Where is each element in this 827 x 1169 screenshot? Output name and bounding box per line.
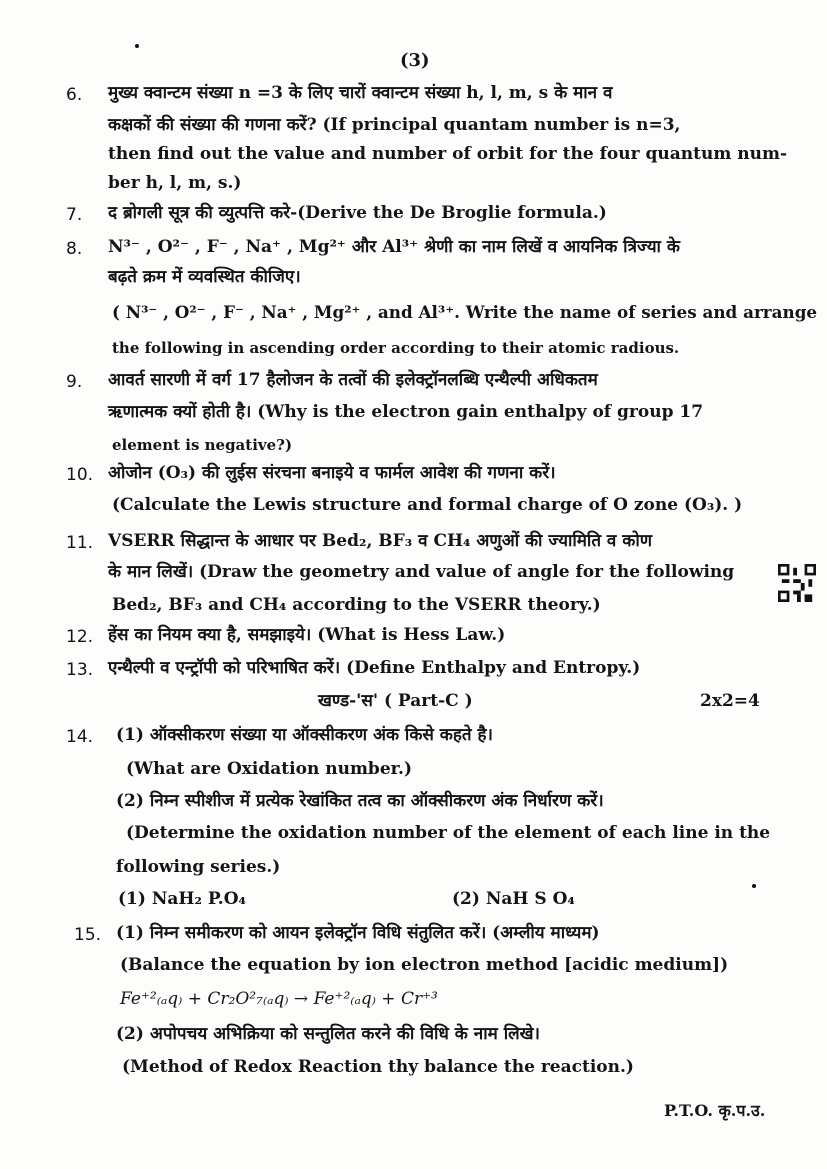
question-line: आवर्त सारणी में वर्ग 17 हैलोजन के तत्वों की इलेक्ट्रॉनलब्धि एन्थैल्पी अधिकतम xyxy=(108,370,598,390)
redox-equation: Fe⁺²₍ₐq₎ + Cr₂O²₇₍ₐq₎ → Fe⁺²₍ₐq₎ + Cr⁺³ xyxy=(120,989,438,1009)
question-line: following series.) xyxy=(116,857,281,877)
question-line: element is negative?) xyxy=(112,436,293,454)
question-number: 7. xyxy=(66,205,83,225)
scan-speck xyxy=(135,44,139,48)
question-number: 13. xyxy=(66,660,94,680)
question-number: 9. xyxy=(66,372,83,392)
question-number: 11. xyxy=(66,533,94,553)
question-number: 6. xyxy=(66,85,83,105)
question-number: 12. xyxy=(66,627,94,647)
question-number: 10. xyxy=(66,465,94,485)
question-line: (2) अपोपचय अभिक्रिया को सन्तुलित करने की विधि के नाम लिखे। xyxy=(116,1024,540,1044)
question-line: ( N³⁻ , O²⁻ , F⁻ , Na⁺ , Mg²⁺ , and Al³⁺. Write the name of series and arrange xyxy=(112,302,818,322)
question-line: के मान लिखें। (Draw the geometry and value of angle for the following xyxy=(108,562,735,582)
question-line: (Balance the equation by ion electron method [acidic medium]) xyxy=(120,955,729,975)
question-line: (Method of Redox Reaction thy balance the reaction.) xyxy=(122,1057,634,1077)
question-line: ऋणात्मक क्यों होती है। (Why is the electron gain enthalpy of group 17 xyxy=(108,402,704,422)
scan-speck xyxy=(752,884,756,888)
page-number: (3) xyxy=(400,50,430,71)
question-line: N³⁻ , O²⁻ , F⁻ , Na⁺ , Mg²⁺ और Al³⁺ श्रेणी का नाम लिखें व आयनिक त्रिज्या के xyxy=(108,237,680,257)
question-line: ber h, l, m, s.) xyxy=(108,173,242,193)
question-line: (1) ऑक्सीकरण संख्या या ऑक्सीकरण अंक किसे कहते है। xyxy=(116,725,493,745)
option-2: (2) NaH S O₄ xyxy=(452,889,575,909)
question-line: हेंस का नियम क्या है, समझाइये। (What is Hess Law.) xyxy=(108,625,506,645)
section-title: खण्ड-'स' ( Part-C ) xyxy=(318,691,473,711)
question-line: (What are Oxidation number.) xyxy=(126,759,412,779)
question-line: (1) निम्न समीकरण को आयन इलेक्ट्रॉन विधि संतुलित करें। (अम्लीय माध्यम) xyxy=(116,923,600,943)
question-line: (Determine the oxidation number of the element of each line in the xyxy=(126,823,771,843)
section-marks: 2x2=4 xyxy=(700,691,760,711)
question-line: बढ़ते क्रम में व्यवस्थित कीजिए। xyxy=(108,267,301,287)
question-number: 8. xyxy=(66,239,83,259)
question-line: ओजोन (O₃) की लुईस संरचना बनाइये व फार्मल आवेश की गणना करें। xyxy=(108,463,556,483)
question-line: the following in ascending order according to their atomic radious. xyxy=(112,339,680,357)
question-line: then find out the value and number of orbit for the four quantum num- xyxy=(108,144,788,164)
question-number: 14. xyxy=(66,727,94,747)
question-number: 15. xyxy=(74,925,102,945)
question-line: (2) निम्न स्पीशीज में प्रत्येक रेखांकित तत्व का ऑक्सीकरण अंक निर्धारण करें। xyxy=(116,791,604,811)
footer-pto: P.T.O. कृ.प.उ. xyxy=(664,1101,766,1120)
question-line: VSERR सिद्धान्त के आधार पर Bed₂, BF₃ व CH₄ अणुओं की ज्यामिति व कोण xyxy=(108,531,653,551)
question-line: Bed₂, BF₃ and CH₄ according to the VSERR theory.) xyxy=(112,595,601,615)
question-line: मुख्य क्वान्टम संख्या n =3 के लिए चारों क्वान्टम संख्या h, l, m, s के मान व xyxy=(108,83,613,103)
question-line: (Calculate the Lewis structure and formal charge of O zone (O₃). ) xyxy=(112,495,743,515)
question-line: कक्षकों की संख्या की गणना करें? (If principal quantam number is n=3, xyxy=(108,115,681,135)
question-line: एन्थैल्पी व एन्ट्रॉपी को परिभाषित करें। (Define Enthalpy and Entropy.) xyxy=(108,658,641,678)
question-line: द ब्रोगली सूत्र की व्युत्पत्ति करे-(Derive the De Broglie formula.) xyxy=(108,203,607,223)
qr-code xyxy=(778,563,816,603)
option-1: (1) NaH₂ P.O₄ xyxy=(118,889,246,909)
